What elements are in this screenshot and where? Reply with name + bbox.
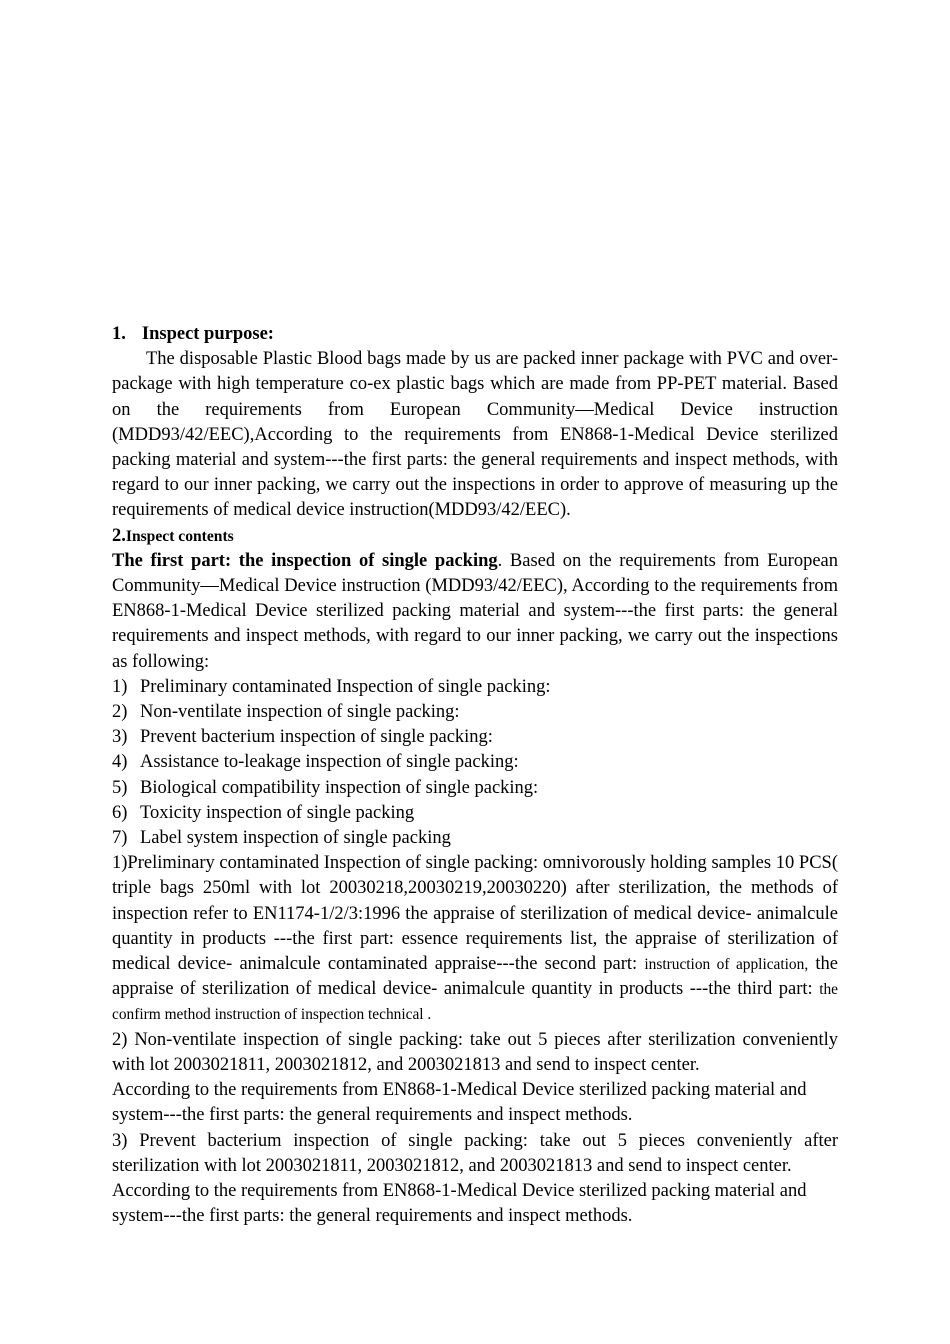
list-item-marker: 7) <box>112 828 128 849</box>
list-item-marker: 1) <box>112 676 128 697</box>
item-1-detail-paragraph <box>112 851 838 1027</box>
list-item-marker: 5) <box>112 777 128 798</box>
item-3-detail-paragraph: 3) Prevent bacterium inspection of single packing: take out 5 pieces conveniently after sterilization with lot 2003021811, 2003021812, and 2003021813 and send to inspect center. <box>112 1130 838 1176</box>
first-part-lead-paragraph <box>112 549 838 675</box>
list-item-label: Toxicity inspection of single packing <box>140 802 415 823</box>
list-item <box>112 700 838 725</box>
list-item <box>112 776 838 801</box>
list-item-marker: 6) <box>112 802 128 823</box>
list-item <box>112 725 838 750</box>
list-item-label: Non-ventilate inspection of single packing: <box>140 702 460 723</box>
section-2-number: 2. <box>112 525 126 546</box>
item-1-detail-part-a: 1)Preliminary contaminated Inspection of single packing: omnivorously holding samples 10 PCS( triple bags 250ml with lot 20030218,20030219,20030220) after sterilization, the methods of inspection refer to EN1174-1/2/3:1996 the appraise of sterilization of medical device- animalcule quantity in products ---the first part: essence requirements list, the appraise of sterilization of medical device- animalcule contaminated appraise---the second part: <box>112 853 838 975</box>
item-1-detail-small-b: instruction of application, <box>644 956 809 974</box>
section-2-title: Inspect contents <box>125 527 234 545</box>
section-1-number: 1. <box>112 324 126 344</box>
first-part-lead-rest: . Based on the requirements from European Community—Medical Device instruction (MDD93/42/EEC), According to the requirements from EN868-1-Medical Device sterilized packing material and system---the first parts: the general requirements and inspect methods, with regard to our inner packing, we carry out the inspections as following: <box>112 550 838 672</box>
list-item-label: Biological compatibility inspection of single packing: <box>140 777 539 798</box>
list-item-marker: 2) <box>112 702 128 723</box>
item-2-detail-paragraph: 2) Non-ventilate inspection of single packing: take out 5 pieces after sterilization conveniently with lot 2003021811, 2003021812, and 2003021813 and send to inspect center. <box>112 1029 838 1075</box>
list-item <box>112 801 838 826</box>
document-body <box>112 322 838 1229</box>
item-3-reference-paragraph: According to the requirements from EN868-1-Medical Device sterilized packing material and system---the first parts: the general requirements and inspect methods. <box>112 1180 807 1227</box>
first-part-bold-lead: The first part: the inspection of single packing <box>112 550 498 571</box>
item-1-detail-small-d: the confirm method instruction of inspection technical . <box>112 981 839 1024</box>
list-item-label: Assistance to-leakage inspection of single packing: <box>140 752 519 773</box>
list-item-label: Prevent bacterium inspection of single packing: <box>140 727 493 748</box>
section-2-heading <box>112 524 838 549</box>
section-1-title: Inspect purpose: <box>141 324 274 344</box>
section-1-heading <box>112 322 838 347</box>
list-item <box>112 675 838 700</box>
inspection-list <box>112 675 838 851</box>
list-item-label: Preliminary contaminated Inspection of single packing: <box>140 676 551 697</box>
list-item-label: Label system inspection of single packing <box>140 828 451 849</box>
section-1-paragraph: The disposable Plastic Blood bags made by us are packed inner package with PVC and over-package with high temperature co-ex plastic bags which are made from PP-PET material. Based on the requirements from European Community—Medical Device instruction (MDD93/42/EEC),According to the requirements from EN868-1-Medical Device sterilized packing material and system---the first parts: the general requirements and inspect methods, with regard to our inner packing, we carry out the inspections in order to approve of measuring up the requirements of medical device instruction(MDD93/42/EEC). <box>112 349 838 521</box>
list-item-marker: 4) <box>112 752 128 773</box>
item-2-reference-paragraph: According to the requirements from EN868-1-Medical Device sterilized packing material and system---the first parts: the general requirements and inspect methods. <box>112 1080 807 1126</box>
list-item <box>112 826 838 851</box>
list-item <box>112 750 838 775</box>
list-item-marker: 3) <box>112 727 128 748</box>
item-1-detail-part-c: the appraise of sterilization of medical device- animalcule quantity in products ---the third part: <box>112 954 838 1000</box>
